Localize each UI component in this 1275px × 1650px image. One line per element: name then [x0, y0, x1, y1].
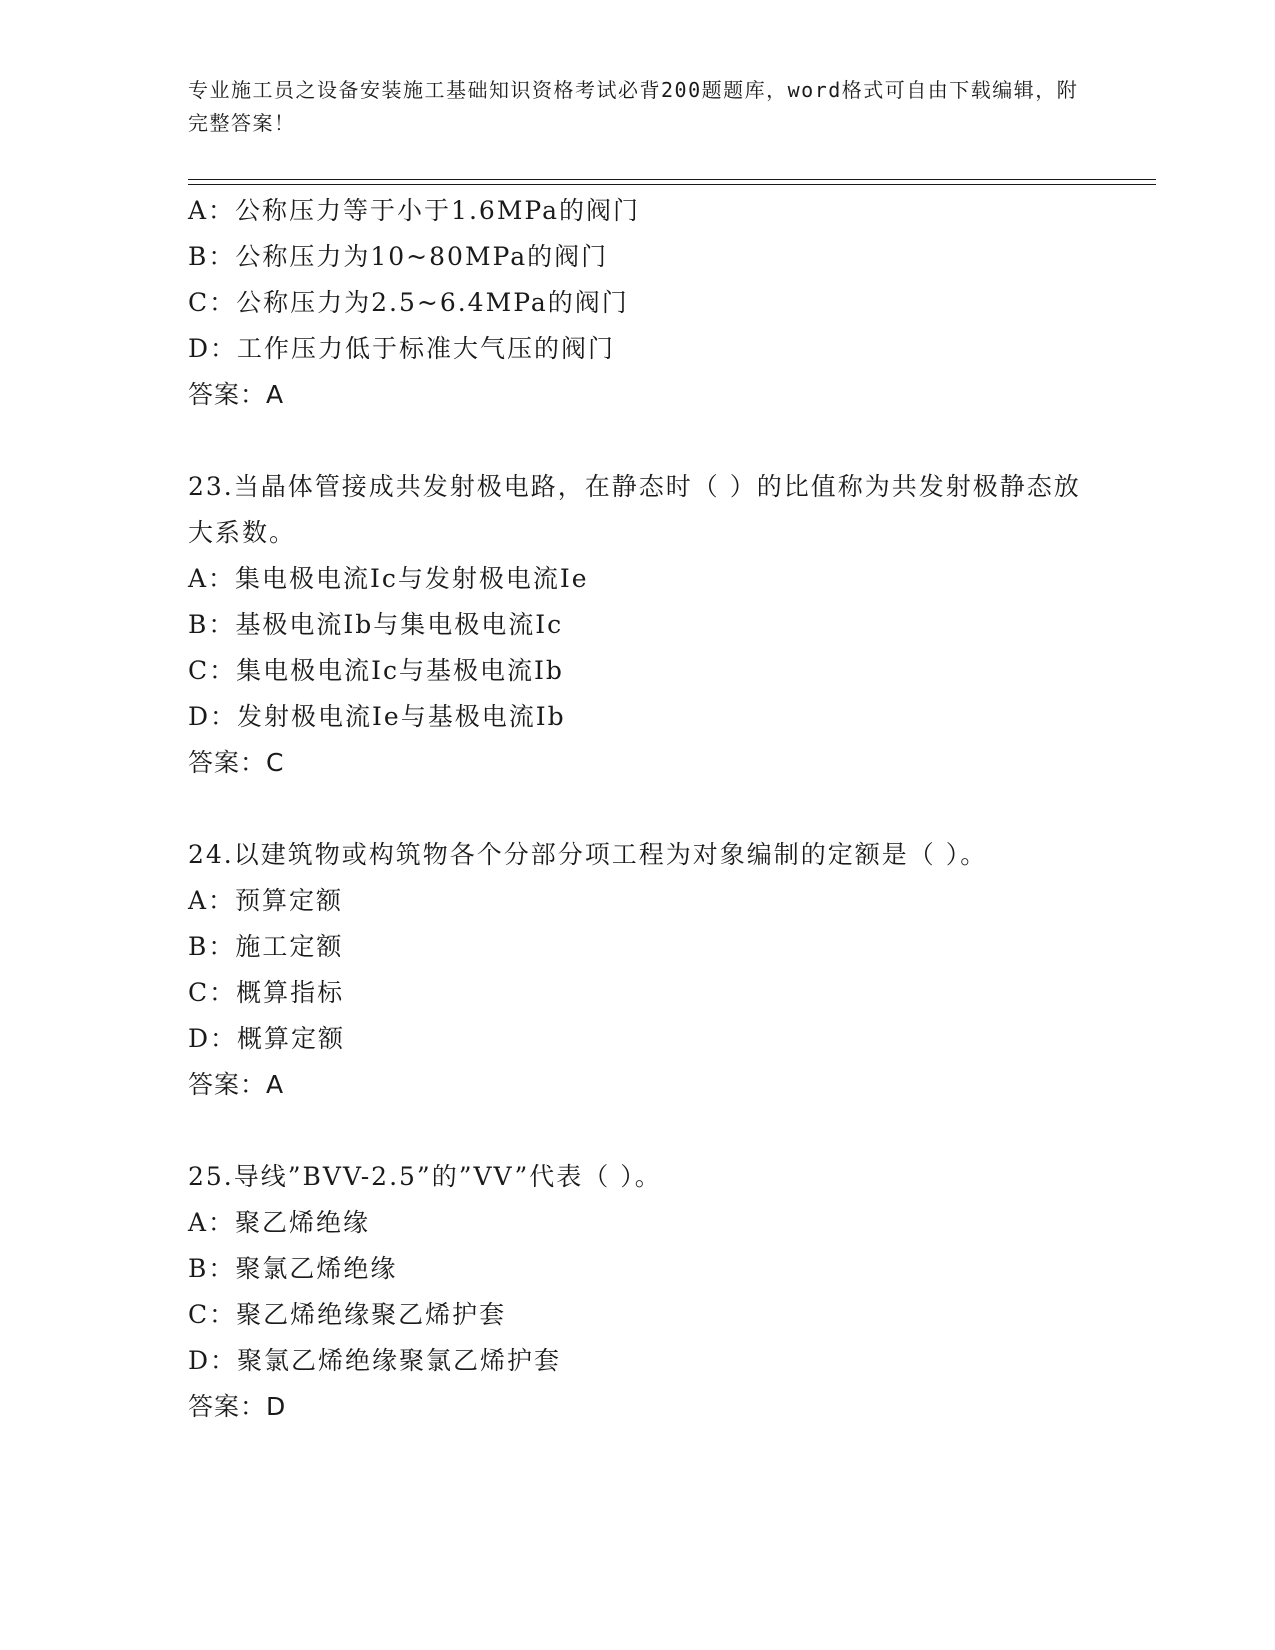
option-b: B：聚氯乙烯绝缘 [188, 1254, 398, 1283]
question-22 [188, 188, 1088, 418]
option-a: A：聚乙烯绝缘 [188, 1208, 371, 1237]
option-c: C：概算指标 [188, 978, 345, 1007]
option-c: C：公称压力为2.5~6.4MPa的阀门 [188, 288, 629, 317]
option-b: B：基极电流Ib与集电极电流Ic [188, 610, 564, 639]
question-stem: 23.当晶体管接成共发射极电路，在静态时（ ）的比值称为共发射极静态放大系数。 [188, 472, 1081, 547]
answer: 答案：A [188, 380, 285, 409]
option-a: A：公称压力等于小于1.6MPa的阀门 [188, 196, 641, 225]
option-d: D：发射极电流Ie与基极电流Ib [188, 702, 566, 731]
question-23 [188, 464, 1088, 786]
option-d: D：工作压力低于标准大气压的阀门 [188, 334, 616, 363]
question-25 [188, 1154, 1088, 1430]
option-b: B：公称压力为10~80MPa的阀门 [188, 242, 609, 271]
answer: 答案：A [188, 1070, 285, 1099]
question-stem: 24.以建筑物或构筑物各个分部分项工程为对象编制的定额是（ ）。 [188, 840, 988, 869]
answer: 答案：C [188, 748, 285, 777]
option-c: C：聚乙烯绝缘聚乙烯护套 [188, 1300, 507, 1329]
header-divider-bottom [188, 184, 1156, 185]
option-b: B：施工定额 [188, 932, 344, 961]
question-list [188, 188, 1088, 1430]
option-a: A：预算定额 [188, 886, 344, 915]
option-c: C：集电极电流Ic与基极电流Ib [188, 656, 564, 685]
option-d: D：聚氯乙烯绝缘聚氯乙烯护套 [188, 1346, 562, 1375]
document-header: 专业施工员之设备安装施工基础知识资格考试必背200题题库，word格式可自由下载编辑，附完整答案！ [188, 78, 1079, 135]
header-divider-top [188, 179, 1156, 180]
question-stem: 25.导线”BVV-2.5”的”VV”代表（ ）。 [188, 1162, 662, 1191]
question-24 [188, 832, 1088, 1108]
option-d: D：概算定额 [188, 1024, 346, 1053]
answer: 答案：D [188, 1392, 287, 1421]
option-a: A：集电极电流Ic与发射极电流Ie [188, 564, 589, 593]
